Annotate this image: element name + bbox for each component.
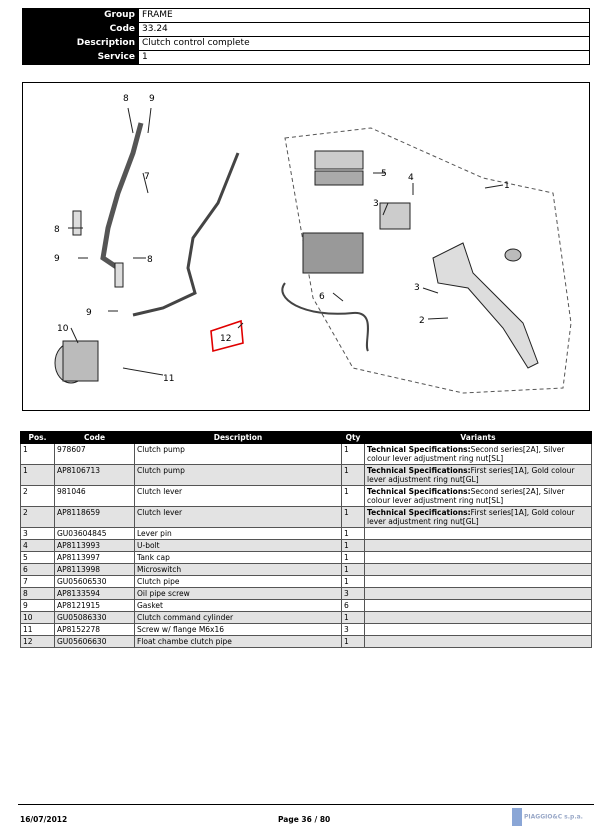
footer-date: 16/07/2012 [20, 815, 68, 824]
cell-pos: 8 [21, 588, 55, 600]
cell-qty: 1 [342, 444, 365, 465]
parts-table [20, 431, 592, 648]
code-value: 33.24 [139, 23, 590, 37]
callout-10: 10 [57, 324, 69, 334]
variant-text: Second series[2A], Silver colour lever adjustment ring nut[SL] [367, 487, 565, 505]
col-variants: Variants [365, 432, 592, 444]
table-row [21, 552, 592, 564]
callout-8-top: 8 [123, 94, 129, 104]
cell-qty: 3 [342, 624, 365, 636]
cell-description: Lever pin [135, 528, 342, 540]
cell-pos: 12 [21, 636, 55, 648]
col-description: Description [135, 432, 342, 444]
cell-code: AP8121915 [55, 600, 135, 612]
cell-code: GU05606630 [55, 636, 135, 648]
cell-qty: 1 [342, 486, 365, 507]
tech-spec-label: Technical Specifications: [367, 445, 471, 454]
cell-qty: 1 [342, 507, 365, 528]
cell-variants [365, 624, 592, 636]
callout-9b: 9 [54, 254, 60, 264]
callout-4: 4 [408, 173, 414, 183]
table-row [21, 486, 592, 507]
cell-code: 981046 [55, 486, 135, 507]
cell-code: AP8133594 [55, 588, 135, 600]
header-info-table [22, 8, 590, 65]
footer-logo [512, 808, 583, 826]
cell-variants [365, 600, 592, 612]
description-label: Description [23, 37, 139, 51]
cell-pos: 2 [21, 507, 55, 528]
cell-description: Oil pipe screw [135, 588, 342, 600]
cell-description: Clutch pump [135, 465, 342, 486]
table-row [21, 564, 592, 576]
footer-divider [18, 804, 594, 805]
variant-text: First series[1A], Gold colour lever adjustment ring nut[GL] [367, 466, 575, 484]
variant-text: First series[1A], Gold colour lever adjustment ring nut[GL] [367, 508, 575, 526]
cell-variants [365, 444, 592, 465]
cell-pos: 4 [21, 540, 55, 552]
cell-variants [365, 588, 592, 600]
callout-7: 7 [144, 172, 150, 182]
cell-description: Screw w/ flange M6x16 [135, 624, 342, 636]
cell-description: Clutch command cylinder [135, 612, 342, 624]
cell-qty: 1 [342, 540, 365, 552]
cell-description: U-bolt [135, 540, 342, 552]
table-row [21, 588, 592, 600]
cell-pos: 6 [21, 564, 55, 576]
cell-pos: 3 [21, 528, 55, 540]
piaggio-logo-icon [512, 808, 522, 826]
cell-qty: 3 [342, 588, 365, 600]
cell-description: Clutch lever [135, 486, 342, 507]
col-code: Code [55, 432, 135, 444]
tech-spec-label: Technical Specifications: [367, 487, 471, 496]
callout-2: 2 [419, 316, 425, 326]
table-row [21, 444, 592, 465]
cell-variants [365, 486, 592, 507]
cell-qty: 1 [342, 612, 365, 624]
cell-pos: 2 [21, 486, 55, 507]
code-label: Code [23, 23, 139, 37]
cell-description: Clutch pump [135, 444, 342, 465]
cell-qty: 1 [342, 576, 365, 588]
cell-description: Clutch pipe [135, 576, 342, 588]
cell-variants [365, 564, 592, 576]
cell-pos: 1 [21, 465, 55, 486]
callout-1: 1 [504, 181, 510, 191]
cell-description: Microswitch [135, 564, 342, 576]
service-label: Service [23, 51, 139, 65]
cell-description: Gasket [135, 600, 342, 612]
callout-12: 12 [220, 334, 232, 344]
cell-description: Float chambe clutch pipe [135, 636, 342, 648]
callout-8a: 8 [54, 225, 60, 235]
callout-3a: 3 [373, 199, 379, 209]
cell-pos: 7 [21, 576, 55, 588]
cell-code: AP8113993 [55, 540, 135, 552]
cell-variants [365, 465, 592, 486]
cell-pos: 9 [21, 600, 55, 612]
cell-variants [365, 528, 592, 540]
callout-9c: 9 [86, 308, 92, 318]
cell-variants [365, 636, 592, 648]
table-row [21, 576, 592, 588]
table-row [21, 540, 592, 552]
service-value: 1 [139, 51, 590, 65]
table-row [21, 624, 592, 636]
table-row [21, 636, 592, 648]
tech-spec-label: Technical Specifications: [367, 466, 471, 475]
cell-code: GU03604845 [55, 528, 135, 540]
group-value: FRAME [139, 9, 590, 23]
callout-5: 5 [381, 169, 387, 179]
cell-qty: 1 [342, 636, 365, 648]
cell-code: AP8118659 [55, 507, 135, 528]
cell-pos: 1 [21, 444, 55, 465]
tech-spec-label: Technical Specifications: [367, 508, 471, 517]
variant-text: Second series[2A], Silver colour lever adjustment ring nut[SL] [367, 445, 565, 463]
cell-code: AP8113998 [55, 564, 135, 576]
callout-3b: 3 [414, 283, 420, 293]
footer-logo-text: PIAGGIO&C s.p.a. [524, 813, 583, 821]
table-row [21, 507, 592, 528]
cell-qty: 1 [342, 465, 365, 486]
cell-pos: 5 [21, 552, 55, 564]
cell-description: Clutch lever [135, 507, 342, 528]
cell-variants [365, 540, 592, 552]
diagram-drawing [23, 83, 589, 410]
cell-code: GU05606530 [55, 576, 135, 588]
callout-6: 6 [319, 292, 325, 302]
col-qty: Qty [342, 432, 365, 444]
cell-code: AP8113997 [55, 552, 135, 564]
cell-variants [365, 576, 592, 588]
cell-code: 978607 [55, 444, 135, 465]
description-value: Clutch control complete [139, 37, 590, 51]
callout-8b: 8 [147, 255, 153, 265]
cell-code: AP8106713 [55, 465, 135, 486]
table-row [21, 612, 592, 624]
col-pos: Pos. [21, 432, 55, 444]
footer-page: Page 36 / 80 [278, 815, 331, 824]
table-row [21, 465, 592, 486]
cell-qty: 1 [342, 564, 365, 576]
group-label: Group [23, 9, 139, 23]
cell-pos: 11 [21, 624, 55, 636]
cell-variants [365, 612, 592, 624]
table-row [21, 600, 592, 612]
callout-11: 11 [163, 374, 175, 384]
cell-code: AP8152278 [55, 624, 135, 636]
cell-variants [365, 507, 592, 528]
table-row [21, 528, 592, 540]
callout-9a: 9 [149, 94, 155, 104]
cell-qty: 6 [342, 600, 365, 612]
cell-variants [365, 552, 592, 564]
cell-code: GU05086330 [55, 612, 135, 624]
exploded-diagram [22, 82, 590, 411]
cell-pos: 10 [21, 612, 55, 624]
cell-description: Tank cap [135, 552, 342, 564]
cell-qty: 1 [342, 528, 365, 540]
cell-qty: 1 [342, 552, 365, 564]
